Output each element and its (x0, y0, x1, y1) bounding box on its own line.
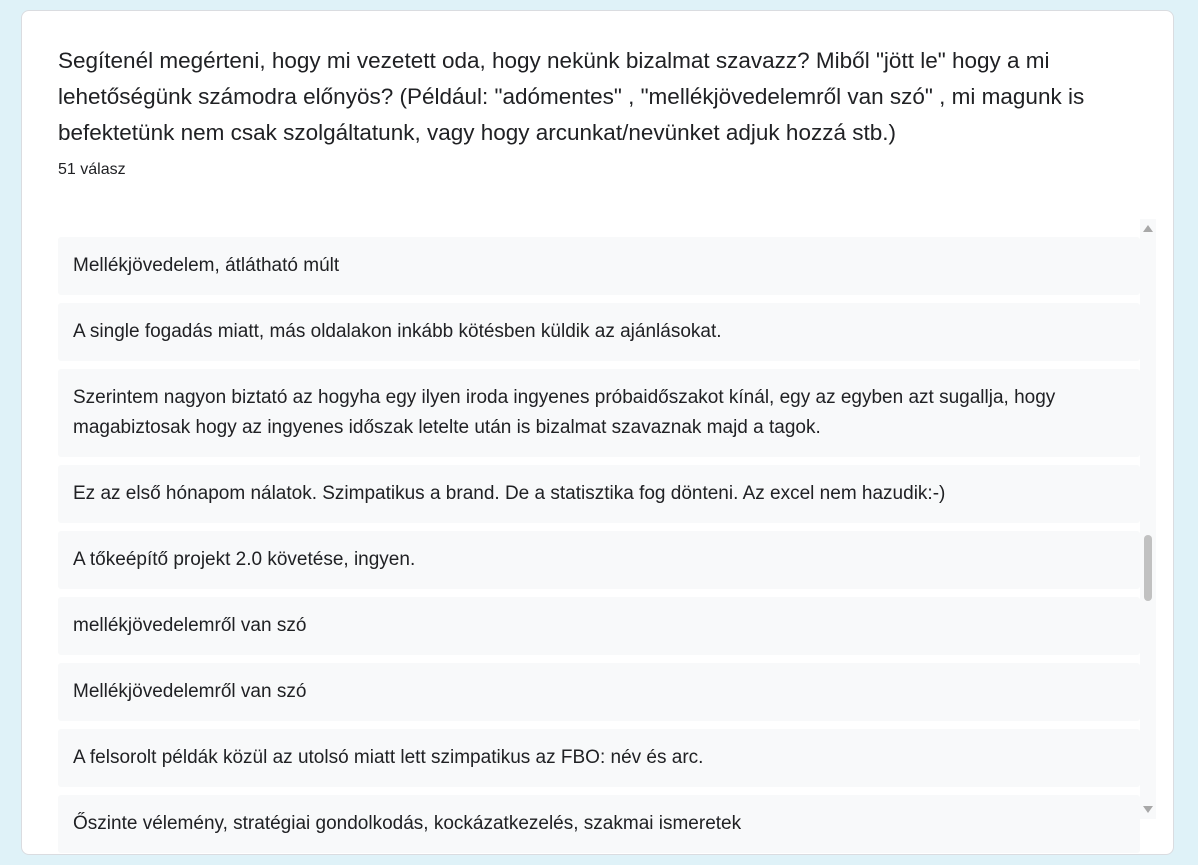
response-item (58, 531, 1140, 589)
scrollbar[interactable] (1140, 219, 1156, 819)
response-item (58, 465, 1140, 523)
response-text: Őszinte vélemény, stratégiai gondolkodás, kockázatkezelés, szakmai ismeretek (73, 813, 742, 834)
response-text: mellékjövedelemről van szó (73, 615, 307, 636)
question-card (21, 10, 1174, 855)
response-item (58, 369, 1140, 457)
response-text: Szerintem nagyon biztató az hogyha egy ilyen iroda ingyenes próbaidőszakot kínál, egy az egyben azt sugallja, hogy magabiztosak hogy az ingyenes időszak letelte után is bizalmat szavaznak majd a tagok. (73, 387, 1056, 438)
response-item (58, 795, 1140, 853)
response-text: A tőkeépítő projekt 2.0 követése, ingyen. (73, 549, 416, 570)
response-text: Mellékjövedelemről van szó (73, 681, 307, 702)
scrollbar-thumb[interactable] (1144, 535, 1152, 601)
response-text: A felsorolt példák közül az utolsó miatt lett szimpatikus az FBO: név és arc. (73, 747, 704, 768)
response-item (58, 597, 1140, 655)
response-count: 51 válasz (58, 161, 126, 178)
response-text: Ez az első hónapom nálatok. Szimpatikus a brand. De a statisztika fog dönteni. Az excel nem hazudik:-) (73, 483, 946, 504)
responses-scroll-area[interactable] (58, 219, 1156, 834)
response-item (58, 303, 1140, 361)
response-text: A single fogadás miatt, más oldalakon inkább kötésben küldik az ajánlásokat. (73, 321, 722, 342)
chevron-down-icon[interactable] (1143, 806, 1153, 813)
question-title: Segítenél megérteni, hogy mi vezetett oda, hogy nekünk bizalmat szavazz? Miből "jött le" hogy a mi lehetőségünk számodra előnyös? (Például: "adómentes" , "mellékjövedelemről van szó" , mi magunk is befektetünk nem csak szolgáltatunk, vagy hogy arcunkat/nevünket adjuk hozzá stb.) (58, 48, 1085, 145)
chevron-up-icon[interactable] (1143, 225, 1153, 232)
response-item (58, 729, 1140, 787)
response-item (58, 663, 1140, 721)
response-item (58, 237, 1140, 295)
response-text: Mellékjövedelem, átlátható múlt (73, 255, 340, 276)
